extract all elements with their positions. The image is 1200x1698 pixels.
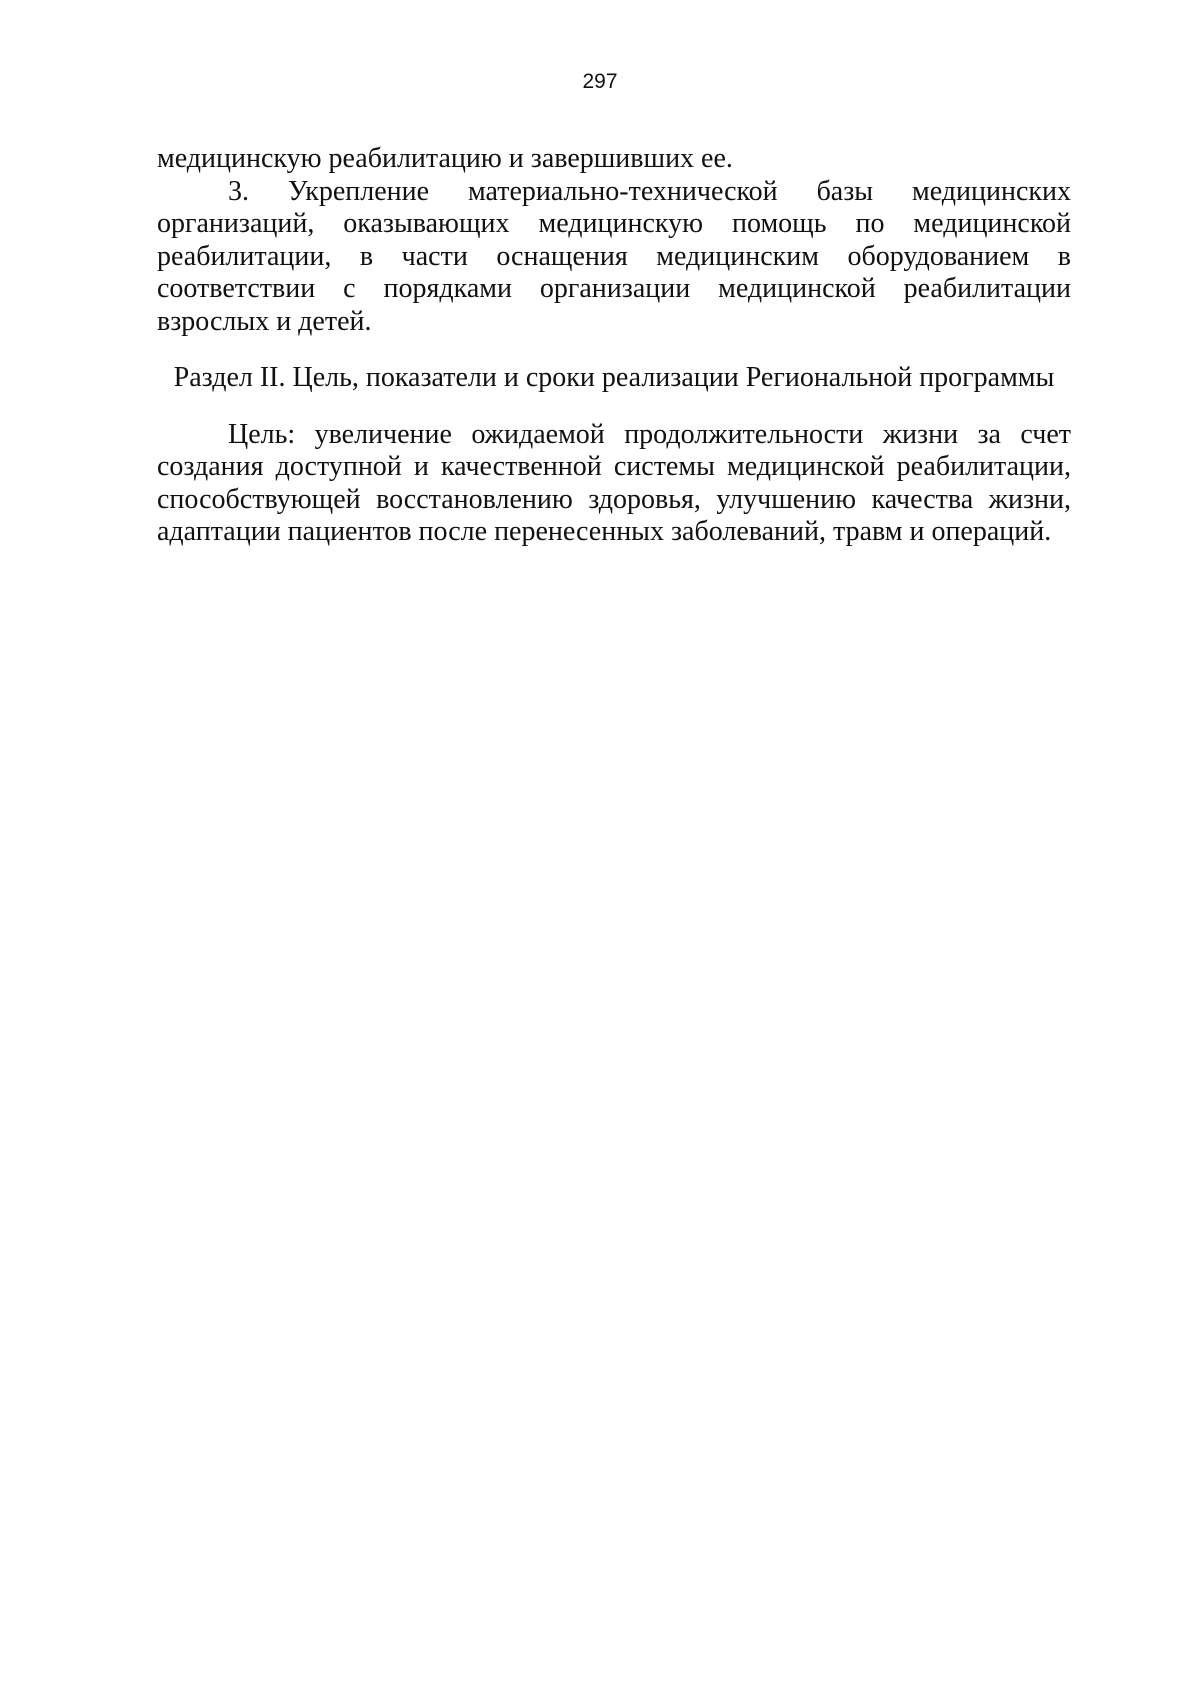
paragraph-item-3: 3. Укрепление материально-технической базы медицинских организаций, оказывающих медицинскую помощь по медицинской реабилитации, в части оснащения медицинским оборудованием в соответствии с порядками организации медицинской реабилитации взрослых и детей. [157, 175, 1071, 337]
section-heading: Раздел II. Цель, показатели и сроки реализации Региональной программы [173, 362, 1055, 393]
paragraph-continuation: медицинскую реабилитацию и завершивших ее. [157, 143, 733, 174]
page-number: 297 [582, 70, 618, 93]
paragraph-goal: Цель: увеличение ожидаемой продолжительности жизни за счет создания доступной и качественной системы медицинской реабилитации, способствующей восстановлению здоровья, улучшению качества жизни, адаптации пациентов после перенесенных заболеваний, травм и операций. [157, 418, 1071, 547]
document-body [157, 143, 1071, 549]
